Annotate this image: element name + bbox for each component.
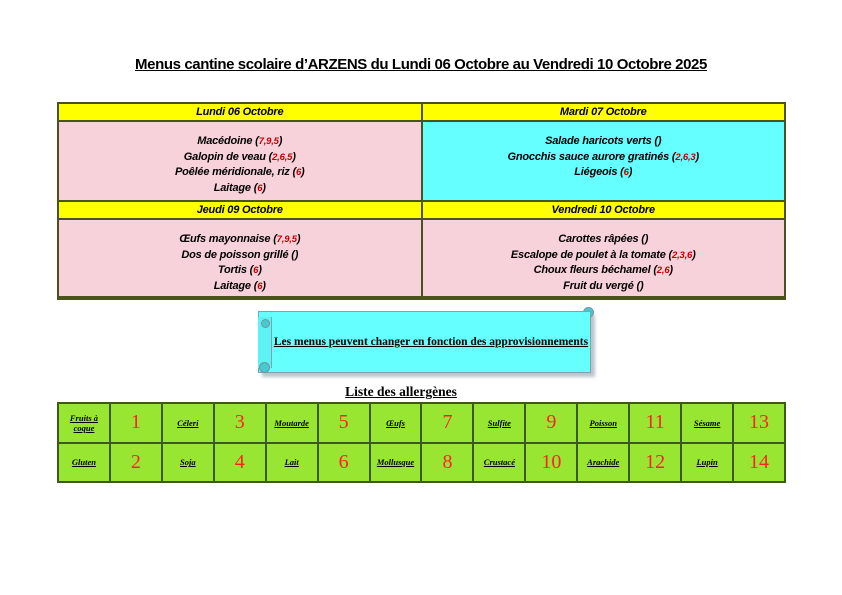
paren-open: ( [246,264,254,276]
allergen-number: 11 [645,411,665,434]
dish [423,232,785,248]
dish [59,134,421,150]
allergen-number: 9 [546,411,557,434]
allergen-number: 7 [442,411,453,434]
dish-name: Dos de poisson grillé [181,248,289,261]
dish [423,279,785,295]
allergen-name-cell [58,443,110,483]
allergen-name: Lupin [696,457,718,468]
day-header: Mardi 07 Octobre [422,103,786,121]
paren-close: ) [258,264,262,276]
paren-open: ( [252,135,259,147]
allergen-name: Fruits à coque [69,412,99,433]
dish-allergens: 6 [623,167,629,178]
paren-close: ) [294,248,299,261]
paren-close: ) [692,248,696,261]
paren-close: ) [301,166,305,178]
allergen-name-cell [266,443,318,483]
dish [423,263,785,279]
allergen-number: 5 [338,411,349,434]
dish [59,150,421,166]
allergen-number-cell [733,443,785,483]
notice-text: Les menus peuvent changer en fonction des approvisionnements [273,336,589,348]
allergen-name: Crustacé [483,457,515,468]
allergens-table [57,402,786,483]
allergen-number-cell [214,403,266,443]
allergen-name: Moutarde [274,417,309,428]
dish-allergens: 2,6 [656,265,670,276]
dish [59,232,421,248]
paren-open: ( [288,248,295,261]
allergen-name: Œufs [386,417,405,428]
allergen-name-cell [473,403,525,443]
paren-open: ( [638,233,645,245]
allergen-number-cell [318,443,370,483]
menu-table [57,102,786,300]
allergen-name-cell [370,403,422,443]
dish-allergens: 6 [295,167,302,178]
paren-close: ) [695,150,699,163]
day-header: Jeudi 09 Octobre [58,201,422,219]
paren-close: ) [669,264,673,276]
paren-open: ( [665,248,672,261]
allergen-number-cell [525,443,577,483]
dish [59,263,421,279]
allergen-name: Sulfite [487,417,511,428]
dish-name: Fruit du vergé [563,279,634,292]
allergen-name-cell [162,403,214,443]
dish-allergens: 2,6,3 [675,151,696,163]
dish-allergens: 7,9,5 [258,136,279,147]
dish-name: Tortis [217,264,247,276]
allergen-name-cell [473,443,525,483]
allergen-name: Poisson [589,417,617,428]
page-title: Menus cantine scolaire d’ARZENS du Lundi 06 Octobre au Vendredi 10 Octobre 2025 [135,56,707,73]
notice-scroll [258,311,591,373]
allergen-name-cell [370,443,422,483]
dish-name: Poêlée méridionale, riz [174,166,290,178]
allergen-number: 14 [749,450,770,473]
dish [423,150,785,166]
dish-name: Laitage [213,181,251,194]
dish-name: Choux fleurs béchamel [533,264,651,276]
allergen-name: Lait [284,457,299,468]
dish-allergens: 2,3,6 [672,249,693,261]
allergen-number-cell [733,403,785,443]
allergens-heading: Liste des allergènes [345,384,457,399]
allergen-name: Arachide [587,457,620,468]
paren-close: ) [278,135,283,147]
allergen-name: Gluten [71,457,96,468]
dish [423,134,785,150]
allergen-name: Soja [180,457,196,468]
allergen-number-cell [421,443,473,483]
day-menu-cell [422,121,786,201]
dish-name: Œufs mayonnaise [179,233,271,245]
allergen-number-cell [421,403,473,443]
paren-open: ( [617,166,624,178]
dish-allergens: 6 [257,280,263,292]
allergen-name: Sésame [693,417,721,428]
allergen-name-cell [681,443,733,483]
paren-open: ( [289,166,296,178]
allergen-number-cell [110,403,162,443]
dish-name: Galopin de veau [183,150,266,163]
allergen-number: 2 [130,450,141,473]
allergen-number: 8 [442,450,453,473]
paren-open: ( [265,150,273,163]
allergen-number: 13 [749,411,770,434]
paren-close: ) [296,233,301,245]
paren-close: ) [639,279,644,292]
allergen-name-cell [58,403,110,443]
day-menu-cell [58,121,422,201]
allergen-number: 3 [234,411,245,434]
allergen-number: 6 [338,450,349,473]
allergen-number-cell [525,403,577,443]
dish [423,165,785,181]
dish [59,165,421,181]
paren-open: ( [650,264,657,276]
allergen-number-cell [110,443,162,483]
dish [59,181,421,197]
allergen-name-cell [162,443,214,483]
paren-open: ( [250,279,258,292]
allergen-name-cell [577,403,629,443]
dish-name: Laitage [213,279,251,292]
paren-open: ( [633,279,640,292]
paren-open: ( [250,181,258,194]
paren-open: ( [270,233,277,245]
day-header: Vendredi 10 Octobre [422,201,786,219]
dish-name: Liégeois [574,166,618,178]
day-menu-cell [422,219,786,297]
dish-name: Carottes râpées [558,233,639,245]
dish-name: Gnocchis sauce aurore gratinés [507,150,670,163]
dish-allergens: 6 [257,182,263,194]
dish-allergens: 2,6,5 [272,151,293,163]
allergen-name-cell [681,403,733,443]
allergen-number: 10 [541,450,562,473]
paren-close: ) [292,150,296,163]
dish [423,248,785,264]
dish-name: Macédoine [197,135,253,147]
day-menu-cell [58,219,422,297]
paren-close: ) [657,135,662,147]
paren-open: ( [669,150,676,163]
dish [59,248,421,264]
allergen-name-cell [266,403,318,443]
allergen-number: 12 [645,450,666,473]
allergen-name-cell [577,443,629,483]
allergen-number-cell [629,443,681,483]
paren-close: ) [262,181,266,194]
allergen-number-cell [629,403,681,443]
paren-open: ( [651,135,658,147]
dish [59,279,421,295]
day-header: Lundi 06 Octobre [58,103,422,121]
allergen-number-cell [214,443,266,483]
paren-close: ) [644,233,649,245]
dish-allergens: 7,9,5 [276,234,297,245]
allergen-name: Céleri [177,417,199,428]
paren-close: ) [262,279,266,292]
dish-allergens: 6 [253,265,259,276]
allergen-number: 4 [234,450,245,473]
paren-close: ) [628,166,633,178]
dish-name: Escalope de poulet à la tomate [510,248,666,261]
allergen-number-cell [318,403,370,443]
allergen-name: Mollusque [376,457,415,468]
dish-name: Salade haricots verts [545,135,652,147]
allergen-number: 1 [130,411,141,434]
